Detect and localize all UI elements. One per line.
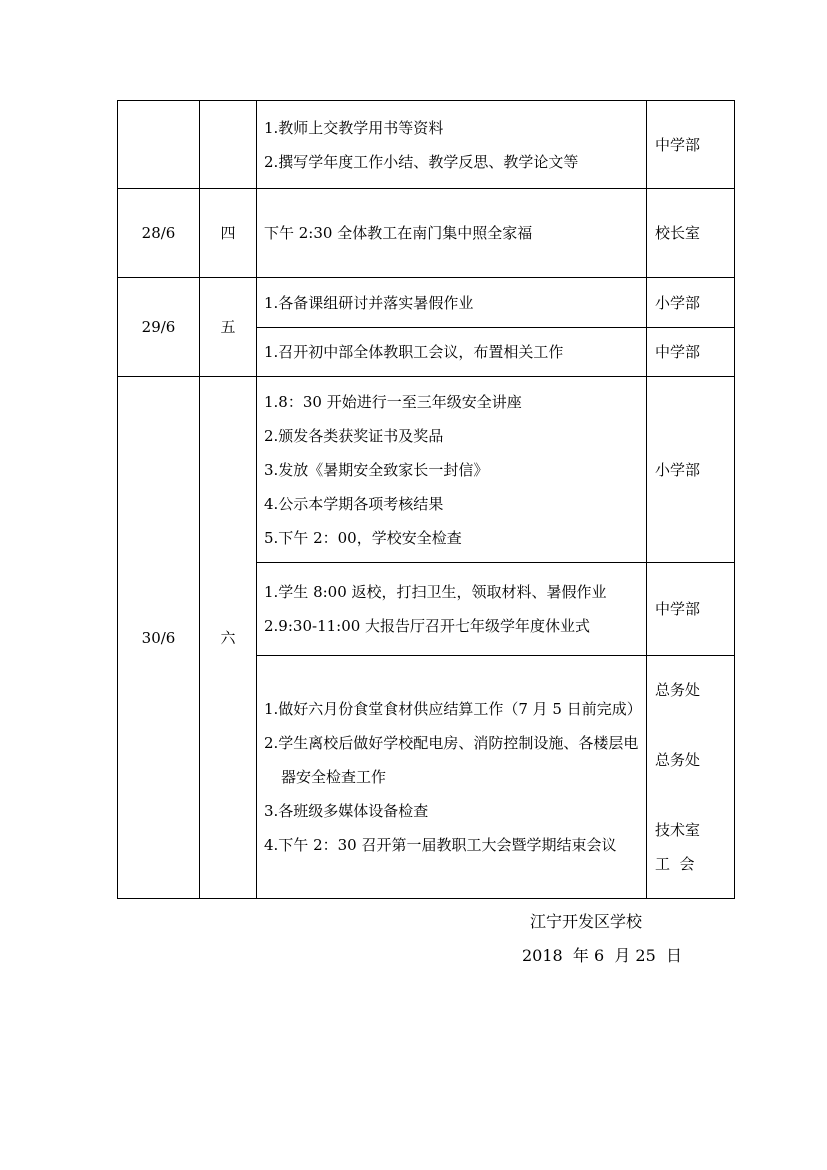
department-label: 总务处 xyxy=(655,681,701,699)
content-cell xyxy=(257,328,647,377)
weekday-cell: 五 xyxy=(200,278,257,377)
content-cell xyxy=(257,656,647,899)
school-signature: 江宁开发区学校 xyxy=(530,912,643,931)
department-label: 总务处 xyxy=(655,751,701,769)
department-cell: 校长室 xyxy=(647,189,735,278)
list-item: 3.各班级多媒体设备检查 xyxy=(264,802,429,820)
content-cell xyxy=(257,563,647,656)
list-item: 2.颁发各类获奖证书及奖品 xyxy=(264,426,444,445)
date-cell: 29/6 xyxy=(118,278,200,377)
department-cell: 小学部 xyxy=(647,278,735,328)
content-cell xyxy=(257,377,647,563)
list-item: 2.9:30-11:00 大报告厅召开七年级学年度休业式 xyxy=(264,617,591,635)
list-item: 4.下午 2：30 召开第一届教职工大会暨学期结束会议 xyxy=(264,836,617,854)
department-cell: 中学部 xyxy=(647,328,735,377)
list-item: 1.做好六月份食堂食材供应结算工作（7 月 5 日前完成） xyxy=(264,700,642,718)
list-item: 1.学生 8:00 返校，打扫卫生，领取材料、暑假作业 xyxy=(264,583,607,601)
content-cell xyxy=(257,189,647,278)
department-cell: 中学部 xyxy=(647,101,735,189)
list-item: 5.下午 2：00，学校安全检查 xyxy=(264,528,462,547)
list-item: 1.各备课组研讨并落实暑假作业 xyxy=(264,293,474,312)
list-item: 2.学生离校后做好学校配电房、消防控制设施、各楼层电器安全检查工作 xyxy=(264,734,639,786)
date-cell: 30/6 xyxy=(118,377,200,899)
department-cell xyxy=(647,656,735,899)
list-item: 1.8：30 开始进行一至三年级安全讲座 xyxy=(264,392,522,411)
list-item: 1.教师上交教学用书等资料 xyxy=(264,118,444,137)
weekday-cell: 六 xyxy=(200,377,257,899)
schedule-table xyxy=(117,100,735,899)
date-cell xyxy=(118,101,200,189)
department-cell: 小学部 xyxy=(647,377,735,563)
list-item: 1.召开初中部全体教职工会议，布置相关工作 xyxy=(264,343,564,361)
table-row xyxy=(118,278,735,328)
document-date: 2018 年 6 月 25 日 xyxy=(522,946,682,965)
weekday-cell: 四 xyxy=(200,189,257,278)
table-row xyxy=(118,101,735,189)
department-cell: 中学部 xyxy=(647,563,735,656)
department-label: 工 会 xyxy=(655,855,695,873)
list-item: 2.撰写学年度工作小结、教学反思、教学论文等 xyxy=(264,152,579,171)
date-cell: 28/6 xyxy=(118,189,200,278)
table-row xyxy=(118,189,735,278)
list-item: 3.发放《暑期安全致家长一封信》 xyxy=(264,460,489,479)
content-cell xyxy=(257,101,647,189)
weekday-cell xyxy=(200,101,257,189)
table-row xyxy=(118,377,735,563)
list-item: 下午 2:30 全体教工在南门集中照全家福 xyxy=(264,224,533,242)
department-label: 技术室 xyxy=(655,821,701,839)
list-item: 4.公示本学期各项考核结果 xyxy=(264,494,444,513)
content-cell xyxy=(257,278,647,328)
